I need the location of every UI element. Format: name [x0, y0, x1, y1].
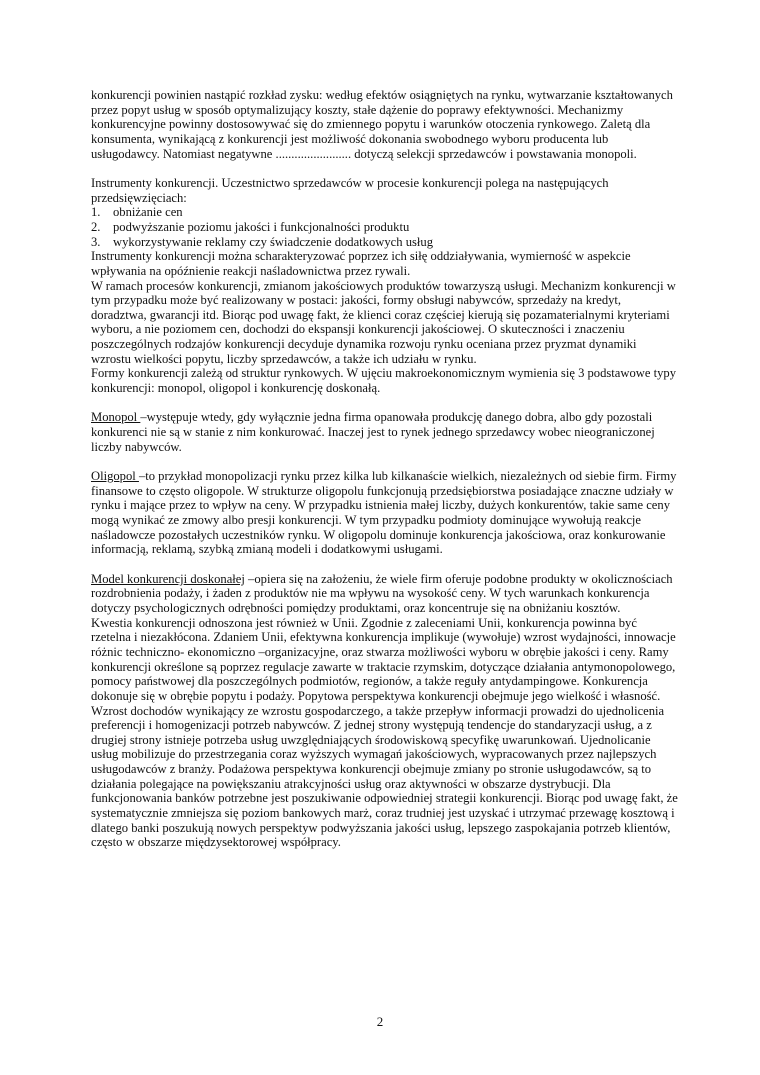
instruments-list: [91, 205, 679, 249]
instruments-intro: Instrumenty konkurencji. Uczestnictwo sprzedawców w procesie konkurencji polega na następujących przedsięwzięciach:: [91, 175, 609, 205]
oligopol-paragraph: [91, 469, 679, 557]
paragraph-gap: [91, 454, 679, 469]
list-item-number: 3.: [91, 234, 101, 249]
monopol-text: –występuje wtedy, gdy wyłącznie jedna firma opanowała produkcję danego dobra, albo gdy pozostali konkurenci nie są w stanie z nim konkurować. Inaczej jest to rynek jednego sprzedawcy wobec nieograniczonej liczby nabywców.: [91, 410, 655, 454]
paragraph-gap: [91, 396, 679, 411]
oligopol-term: Oligopol: [91, 469, 139, 484]
instruments-paragraph-3: Formy konkurencji zależą od struktur rynkowych. W ujęciu makroekonomicznym wymienia się 3 podstawowe typy konkurencji: monopol, oligopol i konkurencję doskonałą.: [91, 366, 677, 396]
document-page: [91, 88, 679, 850]
list-item-text: podwyższanie poziomu jakości i funkcjonalności produktu: [113, 219, 410, 234]
model-term: Model konkurencji doskonałej: [91, 571, 245, 586]
union-paragraph: Kwestia konkurencji odnoszona jest również w Unii. Zgodnie z zaleceniami Unii, konkurencja powinna być rzetelna i niezakłócona. Zdaniem Unii, efektywna konkurencja implikuje (wywołuje) wzrost wydajności, innowacje różnic techniczno- ekonomiczno –organizacyjne, oraz stwarza możliwości wyboru w obrębie jakości i ceny. Ramy konkurencji określone są poprzez regulacje zawarte w traktacie rzymskim, dotyczące działania antymonopolowego, pomocy państwowej dla poszczególnych podmiotów, regionów, a także reguły antydampingowe. Konkurencja dokonuje się w obrębie popytu i podaży. Popytowa perspektywa konkurencji obejmuje jego wielkość i własność. Wzrost dochodów wynikający ze wzrostu gospodarczego, a także przepływ informacji prowadzi do ujednolicenia preferencji i homogenizacji potrzeb nabywców. Z jednej strony występują tendencje do standaryzacji usług, a z drugiej strony istnieje potrzeba usług uwzględniających środowiskową specyfikę uwarunkowań. Ujednolicanie usług mobilizuje do przestrzegania coraz wyższych wymagań jakościowych, wypracowanych przez najlepszych usługodawców z branży. Podażowa perspektywa konkurencji obejmuje zmiany po stronie usługodawców, są to działania polegające na powiększaniu atrakcyjności usług oraz aktywności w obszarze dystrybucji. Dla funkcjonowania banków potrzebne jest poszukiwanie odpowiedniej strategii konkurencji. Biorąc pod uwagę fakt, że systematycznie zmniejsza się poziom bankowych marż, coraz trudniej jest uzyskać i utrzymać przewagę kosztową i dlatego banki poszukują nowych perspektyw podwyższania jakości usług, lepszego zaspokajania potrzeb klientów, często w obszarze międzysektorowej współpracy.: [91, 615, 678, 850]
paragraph-gap: [91, 161, 679, 176]
instruments-paragraph-1: Instrumenty konkurencji można scharakteryzować poprzez ich siłę oddziaływania, wymierność w aspekcie wpływania na opóźnienie reakcji naśladownictwa przez rywali.: [91, 249, 631, 278]
monopol-term: Monopol: [91, 410, 141, 425]
list-item: [91, 205, 679, 220]
paragraph-gap: [91, 557, 679, 572]
list-item-text: wykorzystywanie reklamy czy świadczenie dodatkowych usług: [113, 234, 433, 249]
page-number: 2: [376, 1014, 384, 1029]
instruments-paragraph-2: W ramach procesów konkurencji, zmianom jakościowych produktów towarzyszą usługi. Mechanizm konkurencji w tym przypadku może być realizowany w postaci: jakości, formy obsługi nabywców, sprzedaży na kredyt, doradztwa, gwarancji itd. Biorąc pod uwagę fakt, że klienci coraz częściej kierują się pozamaterialnymi kryteriami wyboru, a nie poziomem cen, dochodzi do ekspansji konkurencji jakościowej. O skuteczności i znaczeniu poszczególnych rodzajów konkurencji decyduje dynamika rozwoju rynku oceniana przez pryzmat dynamiki wzrostu wielkości popytu, liczby sprzedawców, a także ich udziału w rynku.: [91, 278, 676, 366]
intro-paragraph: konkurencji powinien nastąpić rozkład zysku: według efektów osiągniętych na rynku, wytwarzanie kształtowanych przez popyt usług w sposób optymalizujący koszty, stałe dążenie do poprawy efektywności. Mechanizmy konkurencyjne powinny dostosowywać się do zmiennego popytu i warunków otoczenia rynkowego. Zaletą dla konsumenta, wynikającą z konkurencji jest możliwość dokonania swobodnego wyboru producenta lub usługodawcy. Natomiast negatywne ........................ dotyczą selekcji sprzedawców i powstawania monopoli.: [91, 88, 673, 161]
list-item: [91, 220, 679, 235]
model-text: –opiera się na założeniu, że wiele firm oferuje podobne produkty w okolicznościach rozdrobnienia podaży, i żaden z produktów nie ma wpływu na wysokość ceny. W tych warunkach konkurencja dotyczy psychologicznych odrębności pomiędzy produktami, oraz koncentruje się na obniżaniu kosztów.: [91, 571, 673, 615]
list-item-number: 2.: [91, 219, 101, 234]
model-paragraph: [91, 572, 679, 616]
monopol-paragraph: [91, 410, 679, 454]
oligopol-text: –to przykład monopolizacji rynku przez kilka lub kilkanaście wielkich, niezależnych od siebie firm. Firmy finansowe to często oligopole. W strukturze oligopolu funkcjonują przedsiębiorstwa posiadające znaczne udziały w rynku i mające przez to wpływ na ceny. W przypadku istnienia małej liczby, dużych konkurentów, takie same ceny mogą wynikać ze zmowy albo presji konkurencji. W tym przypadku podmioty dominujące wywołują reakcje naśladowcze pozostałych uczestników rynku. W oligopolu dominuje konkurencja jakościowa, oraz konkurowanie informacją, reklamą, szybką zmianą modeli i dodatkowymi usługami.: [91, 469, 677, 557]
list-item-text: obniżanie cen: [113, 205, 183, 220]
list-item-number: 1.: [91, 205, 101, 220]
list-item: [91, 235, 679, 250]
